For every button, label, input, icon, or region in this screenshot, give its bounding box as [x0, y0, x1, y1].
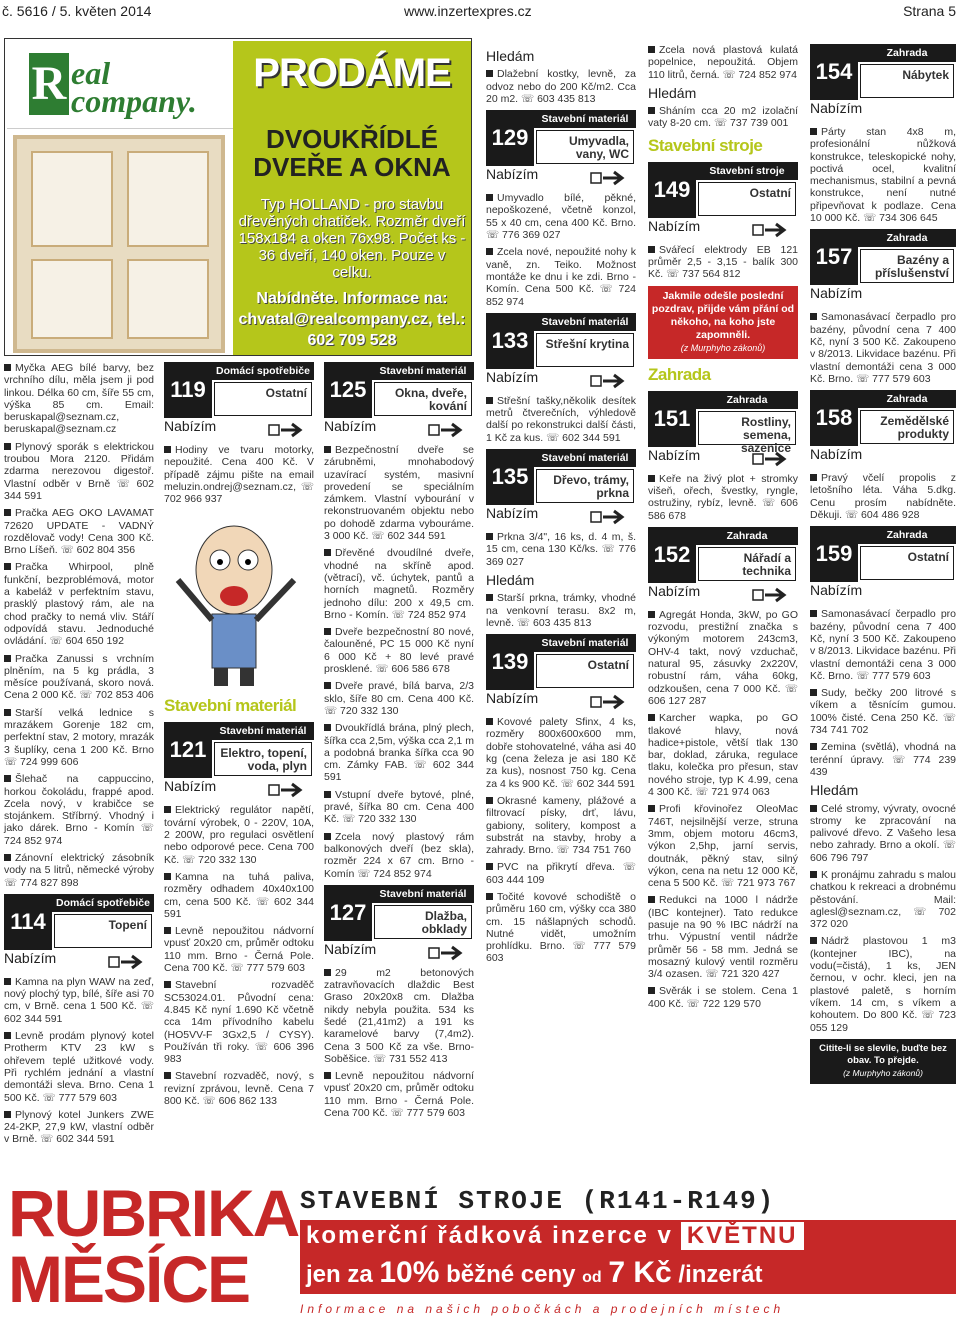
classified-ad-item: Okrasné kameny, plážové a filtrovací písky, drť, lávu, gabiony, solitery, kompost a substrát na stavby, hroby a zahrady. Brno. ☏ 734 751 760	[486, 794, 636, 857]
section-heading: Zahrada	[648, 364, 711, 384]
category-box-135: 135 Stavební materiál Dřevo, trámy, prkna Nabízím	[486, 449, 636, 529]
classified-ad-item: Levně prodám plynový kotel Protherm KTV 23 kW s ohřevem teplé užitkové vody. Při rychlém jednání a vlastní demontáži sleva. Brno. Cena 1 500 Kč. ☏ 777 579 603	[4, 1030, 154, 1104]
classified-ad-item: Kamna na plyn WAW na zeď, nový plochý typ, bílé, šíře asi 70 cm, v Brně. cena 1 500 Kč. ☏ 602 344 591	[4, 975, 154, 1025]
classified-ad-item: Kamna na tuhá paliva, rozměry odhadem 40x40x100 cm, cena 500 Kč. ☏ 602 344 591	[164, 870, 314, 920]
ad-body: Typ HOLLAND - pro stavbu dřevěných chatiček. Rozměr dveří 158x184 a oken 76x98. Počet ks - 36 dveří, 140 oken. Pouze v celku.	[238, 196, 466, 281]
classified-ad-item: PVC na přikrytí dřeva. ☏ 603 444 109	[486, 861, 636, 886]
category-box-121: 121 Stavební materiál Elektro, topení, voda, plyn Nabízím	[164, 722, 314, 802]
arrow-right-icon	[590, 373, 630, 389]
column-6	[810, 44, 956, 1084]
page-number: Strana 5	[903, 3, 956, 19]
classified-ad-item: Levně nepoužitou nádvorní vpusť 20x20 cm, průměr odtoku 110 mm. Brno - Černá Pole. Cena 700 Kč. ☏ 777 579 603	[164, 925, 314, 975]
classified-ad-item: Myčka AEG bílé barvy, bez vrchního dílu, měla jsem ji pod linkou. Délka 60 cm, šíře 55 cm, výška 85 cm. Email: beruskapal@seznam.cz, beruskapal@seznam.cz	[4, 362, 154, 436]
classified-ad-item: Zcela nový plastový rám balkonových dveří (bez skla), rozměr 224 x 67 cm. Brno - Komín ☏ 724 852 974	[324, 830, 474, 880]
wanted-heading: Hledám	[810, 782, 859, 799]
arrow-right-icon	[268, 782, 308, 798]
classified-ad-item: 29 m2 betonových zatravňovacích dlaždic Best Graso 20x20x8 cm. Dlažba nikdy nebyla použita. 534 ks šedé (21,41m2) a 191 ks karamelové barvy (7,4m2). Cena 3 500 Kč za vše. Brno-Soběšice. ☏ 731 552 413	[324, 966, 474, 1065]
classified-ad-item: Svářecí elektrody EB 121 průměr 2,5 - 3,15 - balík 300 Kč. ☏ 737 564 812	[648, 243, 798, 281]
arrow-right-icon	[428, 945, 468, 961]
classified-ad-item: Stavební rozvaděč, nový, s revizní zprávou, levně. Cena 7 800 Kč. ☏ 606 862 133	[164, 1070, 314, 1108]
classified-ad-item: Samonasávací čerpadlo pro bazény, původní cena 7 400 Kč, nyní 3 500 Kč. Zakoupeno v 8/2013. Likvidace bazénu. Při vlastní demontáži cena 3 000 Kč. Brno. ☏ 777 579 603	[810, 311, 956, 385]
arrow-right-icon	[108, 954, 148, 970]
classified-ad-item: Pračka AEG OKO LAVAMAT 72620 UPDATE - VADNÝ rozdělovač vody! Cena 300 Kč. Brno Líšeň. ☏ 602 804 356	[4, 507, 154, 557]
arrow-right-icon	[590, 170, 630, 186]
classified-ad-item: Pračka Zanussi s vrchním plněním, na 5 kg prádla, 3 měsíce používaná, skoro nová. Cena 2 000 Kč. ☏ 702 853 406	[4, 652, 154, 702]
ad-text-panel	[233, 41, 471, 355]
category-box-149: 149 Stavební stroje Ostatní Nabízím	[648, 162, 798, 242]
promo-strip: komerční řádková inzerce v KVĚTNU jen za 10% běžné ceny od 7 Kč /inzerát	[300, 1220, 956, 1294]
classified-ad-item: Dveře pravé, bílá barva, 2/3 sklo, šíře 80 cm. Cena 400 Kč. ☏ 720 332 130	[324, 680, 474, 717]
category-box-114: 114 Domácí spotřebiče Topení Nabízím	[4, 894, 154, 974]
classified-ad-item: Sháním cca 20 m2 izolační vaty 8-20 cm. ☏ 737 739 001	[648, 105, 798, 130]
classified-ad-item: Profi křovinořez OleoMac 746T, nejsilnější verze, struna 3mm, objem motoru 46cm3, výkon 2,5hp, jarní servis, doutnák, pěkný stav, silný výkon, cena na netu 12 000 Kč, cena 5 500 Kč. ☏ 721 973 767	[648, 803, 798, 890]
category-box-151: 151 Zahrada Rostliny, semena, sazenice Nabízím	[648, 391, 798, 471]
classified-ad-item: Bezpečnostní dveře se zárubněmi, mnohabodový uzavírací systém, masivní provedení se speciálním zámkem. Vlastní vybourání v rekonstruovaném objektu nebo po dohodě zdarma vybouráme. 3 000 Kč. ☏ 602 344 591	[324, 444, 474, 543]
classified-ad-item: Dvoukřídlá brána, plný plech, šířka cca 2,5m, výška cca 2,1 m a podobná branka šířka cca 90 cm. Zámky FAB. ☏ 602 344 591	[324, 722, 474, 784]
classified-ad-item: Nádrž plastovou 1 m3 (kontejner IBC), na vodu(=čistá), 1 ks, JEN černou, v ochr. kleci, jen na plastové paletě, s horním víkem. 14 cm, s víkem a kohoutem. Do 800 Kč. ☏ 723 055 129	[810, 935, 956, 1034]
classified-ad-item: Celé stromy, vývraty, ovocné stromy ke zpracování na palivové dřevo. Z Vašeho lesa nebo zahrady. Brno a okolí. ☏ 606 796 797	[810, 802, 956, 864]
classified-ad-item: Sudy, bečky 200 litrové s víkem a těsnícím gumou. 100% čisté. Cena 250 Kč. ☏ 734 741 702	[810, 687, 956, 737]
cartoon-illustration	[164, 510, 314, 690]
classified-ad-item: Prkna 3/4", 16 ks, d. 4 m, š. 15 cm, cena 130 Kč/ks. ☏ 776 369 027	[486, 531, 636, 568]
company-logo: R eal company.	[7, 41, 233, 129]
classified-ad-item: Dřevěné dvoudílné dveře, vhodné na skříně apod. (větrací), vč. úchytek, pantů a horních magnetů. Rozměry jednoho dílu: 200 x 49,5 cm. Brno - Komín. ☏ 724 852 974	[324, 547, 474, 621]
category-box-154: 154 Zahrada Nábytek Nabízím	[810, 44, 956, 124]
promo-info: Informace na našich pobočkách a prodejních místech	[300, 1302, 785, 1316]
issue-number: č. 5616 / 5. květen 2014	[2, 3, 152, 19]
website[interactable]: www.inzertexpres.cz	[404, 3, 532, 19]
promo-banner	[0, 1176, 960, 1328]
classified-ad-item: Elektrický regulátor napětí, tovární výrobek, 0 - 220V, 10A, 2 200W, pro regulaci osvětlení nebo odporové pece. Cena 700 Kč. ☏ 720 332 130	[164, 804, 314, 866]
classified-ad-item: Párty stan 4x8 m, profesionální nůžková konstrukce, teleskopické nohy, poctivá ocel, kvalitní mechanismus, stabilní a pevná konstrukce, není nutné připevňovat k podlaze. Cena 10 000 Kč. ☏ 734 306 645	[810, 126, 956, 225]
ad-title: PRODÁME	[253, 51, 451, 95]
column-3	[324, 362, 474, 1124]
arrow-right-icon	[752, 222, 792, 238]
category-box-158: 158 Zahrada Zemědělské produkty Nabízím	[810, 390, 956, 470]
classified-ad-item: Kovové palety Sfinx, 4 ks, rozměry 800x600x600 mm, dobře stohovatelné, váha asi 40 kg (cena železa je asi 180 Kč za kus), nosnost 750 kg. Cena za 4 ks 900 Kč. ☏ 602 344 591	[486, 716, 636, 790]
rubrika-mesice: RUBRIKA MĚSÍCE	[8, 1176, 299, 1316]
classified-ad-item: Hodiny ve tvaru motorky, nepoužité. Cena 400 Kč. V případě zájmu pište na email meluzin.ondrej@seznam.cz, ☏ 702 966 937	[164, 444, 314, 506]
column-5	[648, 44, 798, 1015]
category-box-139: 139 Stavební materiál Ostatní Nabízím	[486, 634, 636, 714]
category-box-125: 125 Stavební materiál Okna, dveře, kování Nabízím	[324, 362, 474, 442]
arrow-right-icon	[590, 509, 630, 525]
arrow-right-icon	[752, 587, 792, 603]
ad-subtitle: DVOUKŘÍDLÉ DVEŘE A OKNA	[253, 124, 451, 182]
classified-ad-item: Zcela nové, nepoužité nohy k vaně, zn. Teiko. Možnost montáže ke dnu i ke zdi. Brno - Komín. Cena 500 Kč. ☏ 724 852 974	[486, 246, 636, 308]
category-box-152: 152 Zahrada Nářadí a technika Nabízím	[648, 527, 798, 607]
wanted-heading: Hledám	[648, 84, 697, 101]
featured-ad	[4, 38, 472, 356]
promo-title: STAVEBNÍ STROJE (R141-R149)	[300, 1186, 776, 1216]
classified-ad-item: Plynový sporák s elektrickou troubou Mora 2120. Přidám zdarma nerezovou digestoř. Vlastní odběr v Brně ☏ 602 344 591	[4, 440, 154, 502]
classified-ad-item: Pravý včelí propolis z letošního léta. Váha 5.dkg. Cenu prosím nabídněte. Děkuji. ☏ 604 486 928	[810, 472, 956, 522]
classified-ad-item: Pračka Whirpool, plně funkční, bezproblémová, motor a kabeláž v perfektním stavu, prasklý plastový rám, ale na chod pračky to nemá vliv. Stáří odpovídá stavu. Jednoduché ovládání. ☏ 604 650 192	[4, 561, 154, 648]
classified-ad-item: Keře na živý plot + stromky višeň, ořech, švestky, ryngle, ostružiny, rybíz, levně. ☏ 606 586 678	[648, 472, 798, 522]
arrow-right-icon	[752, 451, 792, 467]
classified-ad-item: Zcela nová plastová kulatá popelnice, nepoužitá. Objem 110 litrů, černá. ☏ 724 852 974	[648, 44, 798, 81]
column-2	[164, 362, 314, 1112]
section-heading: Stavební stroje	[648, 135, 763, 155]
classified-ad-item: Zemina (světlá), vhodná na terénní úpravy. ☏ 774 239 439	[810, 741, 956, 778]
classified-ad-item: Umyvadlo bílé, pěkné, nepoškozené, včetně konzol, 55 x 40 cm, cena 400 Kč. Brno. ☏ 776 369 027	[486, 192, 636, 242]
wanted-heading: Hledám	[486, 571, 535, 588]
classified-ad-item: Zánovní elektrický zásobník vody na 5 litrů, německé výroby ☏ 774 827 898	[4, 851, 154, 889]
classified-ad-item: K pronájmu zahradu s malou chatkou k rekreaci a drobnému pěstování. Mail: aglesl@seznam.cz, ☏ 702 372 020	[810, 868, 956, 931]
column-4	[486, 44, 636, 970]
classified-ad-item: Svěrák i se stolem. Cena 1 400 Kč. ☏ 722 129 570	[648, 985, 798, 1010]
page-header	[0, 0, 960, 30]
classified-ad-item: Vstupní dveře bytové, plné, pravé, šířka 80 cm. Cena 400 Kč. ☏ 720 332 130	[324, 788, 474, 826]
classified-ad-item: Dlažební kostky, levně, za odvoz nebo do 200 Kč/m2. Cca 20 m2. ☏ 603 435 813	[486, 68, 636, 105]
murphy-quote-box: Jakmile odešle poslední pozdrav, přijde vám přání od někoho, na koho jste zapomněli. (z Murphyho zákonů)	[648, 286, 798, 359]
category-box-133: 133 Stavební materiál Střešní krytina Nabízím	[486, 313, 636, 393]
classified-ad-item: Plynový kotel Junkers ZWE 24-2KP, 27,9 kW, vlastní odběr v Brně. ☏ 602 344 591	[4, 1108, 154, 1146]
arrow-right-icon	[428, 422, 468, 438]
arrow-right-icon	[268, 422, 308, 438]
category-box-159: 159 Zahrada Ostatní Nabízím	[810, 526, 956, 606]
classified-ad-item: Samonasávací čerpadlo pro bazény, původní cena 7 400 Kč, nyní 3 500 Kč. Zakoupeno v 8/2013. Likvidace bazénu. Při vlastní demontáži cena 3 000 Kč. Brno. ☏ 777 579 603	[810, 608, 956, 682]
ad-contact[interactable]: Nabídněte. Informace na: chvatal@realcompany.cz, tel.: 602 709 528	[238, 290, 466, 349]
classified-ad-item: Šlehač na cappuccino, horkou čokoládu, frappé apod. Zcela nový, v krabičce se stojánkem. Stříbrný. Vhodný i jako dárek. Brno - Komín ☏ 724 852 974	[4, 773, 154, 847]
door-image	[13, 135, 225, 353]
category-box-119: 119 Domácí spotřebiče Ostatní Nabízím	[164, 362, 314, 442]
category-box-157: 157 Zahrada Bazény a příslušenství Nabízím	[810, 229, 956, 309]
classified-ad-item: Starší prkna, trámky, vhodné na venkovní terasu. 8x2 m, levně. ☏ 603 435 813	[486, 592, 636, 629]
classified-ad-item: Starší velká lednice s mrazákem Gorenje 182 cm, perfektní stav, 2 motory, mrazák 3 šuplíky, cena 1 200 Kč. Brno ☏ 724 999 606	[4, 706, 154, 768]
classified-ad-item: Karcher wapka, po GO tlakové hlavy, nová hadice+pistole, větší tlak 130 bar, doklad, záruka, regulace tlaku, kolečka pro přesun, stav nového stroje, typ K 4.99, cena 4 300 Kč. ☏ 721 974 063	[648, 712, 798, 799]
classified-ad-item: Agregát Honda, 3kW, po GO rozvodu, prestižní značka s výkoným motorem 243cm3, OHV-4 takt, nový vzduchač, natural 95, zásuvky 2x220V, robustní rám, váha 60kg, odzkoušen, cena 7 000 Kč. ☏ 606 127 287	[648, 608, 798, 707]
murphy-quote-box: Citite-li se slevile, buďte bez obav. To přejde. (z Murphyho zákonů)	[810, 1039, 956, 1084]
column-1	[4, 362, 154, 1151]
classified-ad-item: Dveře bezpečnostní 80 nové, čalouněné, PC 15 000 Kč nyní 6 000 Kč + 80 levé pravé prosklené. ☏ 606 586 678	[324, 626, 474, 676]
classified-ad-item: Stavební rozvaděč SC53024.01. Původní cena: 4.845 Kč nyní 1.690 Kč včetně cca 14m přívodního kabelu (HO5VV-F 3Gx2,5 / CYSY). Používán tři roky. ☏ 606 396 983	[164, 979, 314, 1066]
classified-ad-item: Střešní tašky,několik desítek metrů čtverečních, výhledově další po rekonstrukci další části, 1 Kč za kus. ☏ 602 344 591	[486, 394, 636, 444]
arrow-right-icon	[590, 694, 630, 710]
wanted-heading: Hledám	[486, 48, 535, 64]
category-box-127: 127 Stavební materiál Dlažba, obklady Nabízím	[324, 885, 474, 965]
section-heading: Stavební materiál	[164, 696, 297, 716]
classified-ad-item: Točité kovové schodiště o průměru 160 cm, výšky cca 380 cm. 15 nášlapných schodů. Nutné vidět, umožním prohlídku. Brno. ☏ 777 579 603	[486, 890, 636, 965]
category-box-129: 129 Stavební materiál Umyvadla, vany, WC Nabízím	[486, 110, 636, 190]
classified-ad-item: Levně nepoužitou nádvorní vpusť 20x20 cm, průměr odtoku 110 mm. Brno - Černá Pole. Cena 700 Kč. ☏ 777 579 603	[324, 1070, 474, 1120]
classified-ad-item: Redukci na 1000 l nádrže (IBC kontejner). Tato redukce pasuje na 90 % IBC nádrží na trhu. Výpustní ventil nádrže průměr 56 - 58 mm. Jedná se mosazný kulový ventil rozměru 3/4 ozasen. ☏ 721 320 427	[648, 894, 798, 981]
